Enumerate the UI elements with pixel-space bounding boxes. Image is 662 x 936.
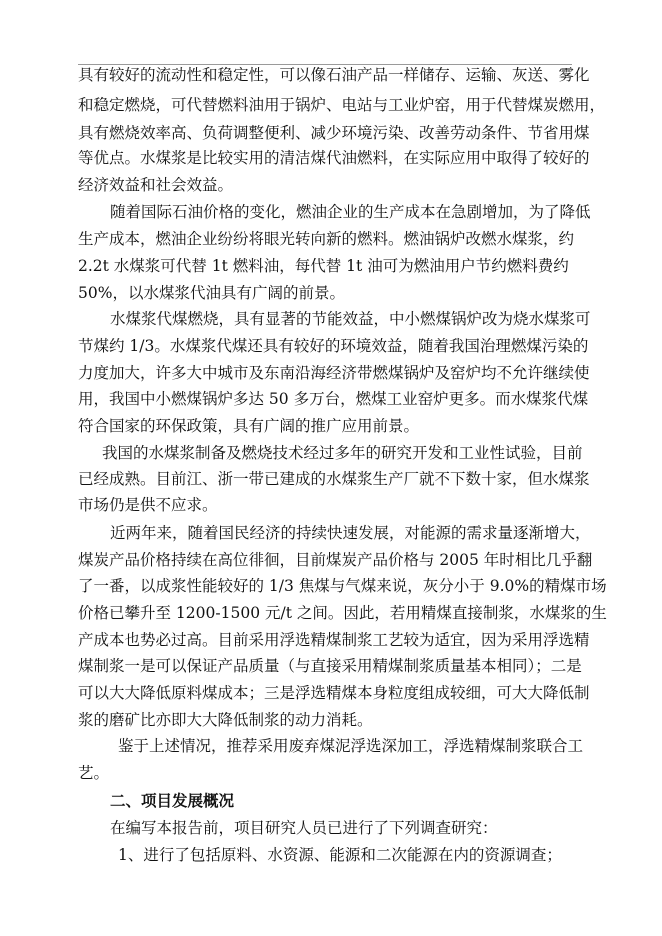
text-line: 煤炭产品价格持续在高位徘徊，目前煤炭产品价格与 2005 年时相比几乎翻 (78, 551, 593, 569)
text-line: 艺。 (78, 764, 110, 782)
text-line: 节煤约 1/3。水煤浆代煤还具有较好的环境效益，随着我国治理燃煤污染的 (78, 337, 589, 355)
text-line: 符合国家的环保政策，具有广阔的推广应用前景。 (78, 417, 420, 435)
text-line: 煤制浆一是可以保证产品质量（与直接采用精煤制浆质量基本相同）；二是 (78, 657, 582, 675)
text-line: 近两年来，随着国民经济的持续快速发展，对能源的需求量逐渐增大， (110, 524, 591, 542)
text-line: 已经成熟。目前江、浙一带已建成的水煤浆生产厂就不下数十家，但水煤浆 (78, 470, 590, 488)
text-line: 和稳定燃烧，可代替燃料油用于锅炉、电站与工业炉窑，用于代替煤炭燃用， (78, 96, 606, 114)
text-line: 具有燃烧效率高、负荷调整便利、减少环境污染、改善劳动条件、节省用煤 (78, 124, 590, 142)
section-heading: 二、项目发展概况 (110, 792, 235, 810)
text-line: 鉴于上述情况，推荐采用废弃煤泥浮选深加工，浮选精煤制浆联合工 (118, 737, 584, 755)
text-line: 浆的磨矿比亦即大大降低制浆的动力消耗。 (78, 711, 373, 729)
text-line: 经济效益和社会效益。 (78, 176, 234, 194)
text-line: 2.2t 水煤浆可代替 1t 燃料油，每代替 1t 油可为燃油用户节约燃料费约 (78, 257, 569, 275)
text-line: 我国的水煤浆制备及燃烧技术经过多年的研究开发和工业性试验，目前 (102, 444, 583, 462)
text-line: 等优点。水煤浆是比较实用的清洁煤代油燃料，在实际应用中取得了较好的 (78, 149, 590, 167)
text-line: 50%，以水煤浆代油具有广阔的前景。 (78, 284, 345, 302)
text-line: 可以大大降低原料煤成本；三是浮选精煤本身粒度组成较细，可大大降低制 (78, 684, 590, 702)
text-line: 价格已攀升至 1200-1500 元/t 之间。因此，若用精煤直接制浆，水煤浆的生 (78, 604, 607, 622)
text-line: 具有较好的流动性和稳定性，可以像石油产品一样储存、运输、灰送、雾化 (78, 66, 590, 84)
list-item: 1、进行了包括原料、水资源、能源和二次能源在内的资源调查； (118, 846, 562, 864)
text-line: 了一番，以成浆性能较好的 1/3 焦煤与气煤来说，灰分小于 9.0%的精煤市场 (78, 577, 607, 595)
text-line: 生产成本，燃油企业纷纷将眼光转向新的燃料。燃油锅炉改燃水煤浆，约 (78, 230, 575, 248)
text-line: 随着国际石油价格的变化，燃油企业的生产成本在急剧增加，为了降低 (110, 203, 591, 221)
text-line: 产成本也势必过高。目前采用浮选精煤制浆工艺较为适宜，因为采用浮选精 (78, 631, 590, 649)
text-line: 市场仍是供不应求。 (78, 496, 218, 514)
text-line: 力度加大，许多大中城市及东南沿海经济带燃煤锅炉及窑炉均不允许继续使 (78, 364, 590, 382)
text-line: 用，我国中小燃煤锅炉多达 50 多万台，燃煤工业窑炉更多。而水煤浆代煤 (78, 390, 589, 408)
text-line: 在编写本报告前，项目研究人员已进行了下列调查研究： (110, 819, 498, 837)
text-line: 水煤浆代煤燃烧，具有显著的节能效益，中小燃煤锅炉改为烧水煤浆可 (110, 310, 591, 328)
